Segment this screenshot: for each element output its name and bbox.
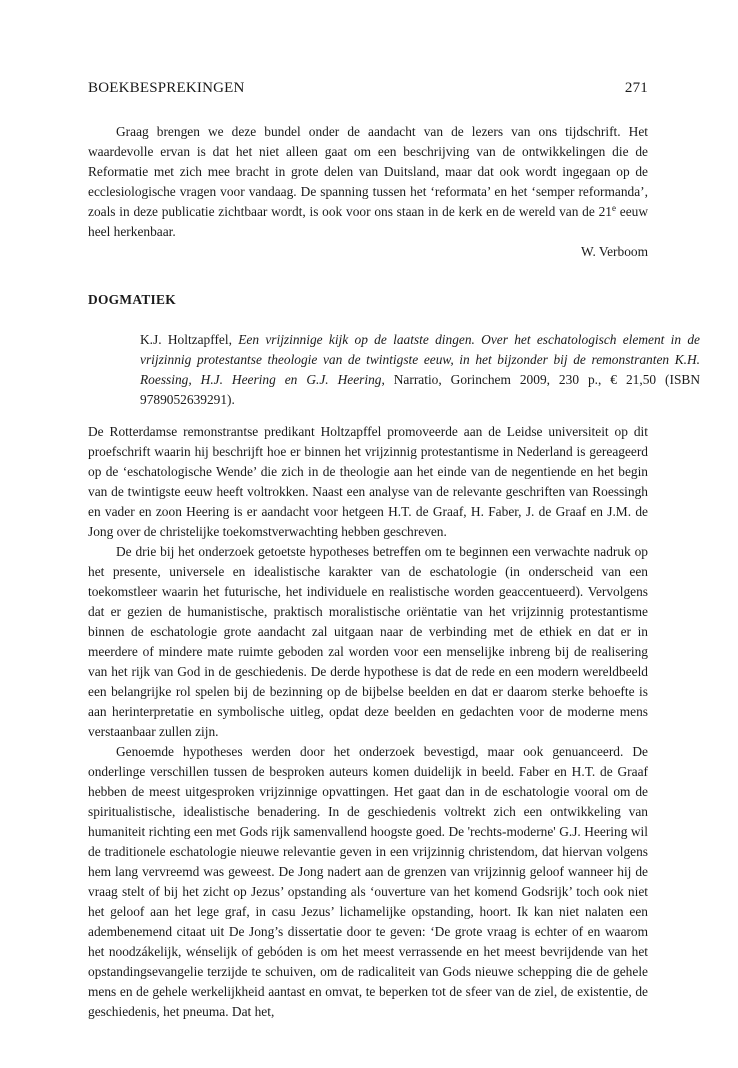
book-citation	[88, 330, 700, 410]
section-heading: DOGMATIEK	[88, 292, 177, 307]
section-title: BOEKBESPREKINGEN	[88, 80, 245, 96]
review-body	[88, 422, 648, 1022]
body-paragraph-1: De Rotterdamse remonstrantse predikant Holtzapffel promoveerde aan de Leidse universiteit op dit proefschrift waarin hij beschrijft hoe er binnen het vrijzinnig protestantisme in Nederland is gereageerd op de ‘eschatologische Wende’ die zich in de theologie aan het einde van de negentiende en het begin van de twintigste eeuw heeft voltrokken. Naast een analyse van de relevante geschriften van Roessingh en vader en zoon Heering is er aandacht voor hetgeen H.T. de Graaf, H. Faber, J. de Graaf en J.M. de Jong over de christelijke toekomstverwachting hebben geschreven.	[88, 424, 648, 539]
body-paragraph-2: De drie bij het onderzoek getoetste hypotheses betreffen om te beginnen een verwachte nadruk op het presente, universele en idealistische karakter van de eschatologie (in onderscheid van een toekomstleer waarin het futurische, het individuele en realistische worden geaccentueerd). Vervolgens dat er gezien de humanistische, praktisch moralistische oriëntatie van het vrijzinnig protestantisme binnen de eschatologie grote aandacht zal uitgaan naar de verbinding met de ethiek en dat er in meerdere of mindere mate ruimte geboden zal worden voor een menselijke inbreng bij de realisering van het rijk van God in de geschiedenis. De derde hypothese is dat de rede en een modern wereldbeeld een belangrijke rol spelen bij de bezinning op de bijbelse beelden en dat er daarom sterke behoefte is aan herinterpretatie en symbolische uitleg, opdat deze beelden en gedachten voor de moderne mens verstaanbaar zullen zijn.	[88, 544, 648, 739]
running-header	[88, 78, 648, 98]
previous-review-ending	[88, 122, 648, 262]
reviewer-signature: W. Verboom	[581, 244, 648, 259]
body-paragraph-3: Genoemde hypotheses werden door het onderzoek bevestigd, maar ook genuanceerd. De onderlinge verschillen tussen de besproken auteurs komen duidelijk in beeld. Faber en H.T. de Graaf hebben de meest uitgesproken vrijzinnige opvattingen. Het gaat dan in de eschatologie vooral om de spiritualistische, idealistische benadering. In de geschiedenis voltrekt zich een ontwikkeling van humaniteit richting een met Gods rijk samenvallend hoogste goed. De 'rechts-moderne' G.J. Heering wil de traditionele eschatologie nieuwe relevantie geven in een vrijzinnig christendom, dat hiervan volgens hem lang vervreemd was geweest. De Jong nadert aan de grenzen van vrijzinnig geloof wanneer hij de vraag stelt of bij het zicht op Jezus’ opstanding als ‘ouverture van het komend Godsrijk’ toch ook niet het geloof aan het lege graf, in casu Jezus’ lichamelijke opstanding, hoort. Ik kan niet nalaten een adembenemend citaat uit De Jong’s dissertatie door te geven: ‘De grote vraag is echter of en waarom het noodzákelijk, wénselijk of gebóden is om het meest verrassende en het meest bevrijdende van het opstandingsevangelie terzijde te schuiven, om de radicaliteit van Gods nieuwe schepping die de gehele mens en de gehele werkelijkheid aantast en omvat, te beperken tot de sfeer van de ziel, de existentie, de geschiedenis, het pneuma. Dat het,	[88, 744, 648, 1019]
citation-title: Een vrijzinnige kijk op de laatste dingen. Over het eschatologisch element in de vrijzinnig protestantse theologie van de twintigste eeuw, in het bijzonder bij de remonstranten K.H. Roessing, H.J. Heering en G.J. Heering	[140, 332, 700, 387]
page-number: 271	[624, 80, 648, 96]
superscript-e: e	[611, 203, 616, 213]
citation-author: K.J. Holtzapffel,	[140, 332, 239, 347]
citation-publication: , Narratio, Gorinchem 2009, 230 p., € 21,50 (ISBN 9789052639291).	[140, 372, 700, 407]
closing-paragraph: Graag brengen we deze bundel onder de aandacht van de lezers van ons tijdschrift. Het waardevolle ervan is dat het niet alleen gaat om een beschrijving van de ontwikkelingen die de Reformatie met zich mee bracht in grote delen van Duitsland, maar dat ook wordt ingegaan op de ecclesiologische vragen voor vandaag. De spanning tussen het ‘reformata’ en het ‘semper reformanda’, zoals in deze publicatie zichtbaar wordt, is ook voor ons staan in de kerk en de wereld van de 21e eeuw heel herkenbaar.	[88, 124, 648, 239]
